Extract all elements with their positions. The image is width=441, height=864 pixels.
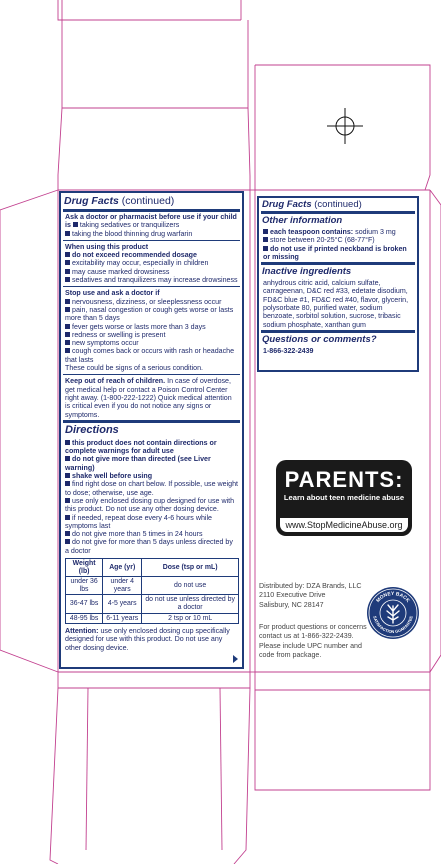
contact-info: For product questions or concerns contact us at 1-866-322-2439. Please include UPC number and code from package. (259, 623, 367, 660)
table-cell: do not use unless directed by a doctor (142, 595, 239, 613)
seal-top-text: MONEY BACK (375, 590, 411, 604)
table-cell: under 4 years (103, 577, 142, 595)
distributor-line: Distributed by: DZA Brands, LLC (259, 582, 362, 590)
drug-facts-title (259, 198, 417, 211)
when-using-item: excitability may occur, especially in children (72, 259, 209, 268)
column-header: Age (yr) (103, 558, 142, 576)
ask-doctor-section (61, 212, 242, 239)
directions-item: do not give more than directed (see Liver warning) (65, 455, 211, 472)
title-continued: (continued) (118, 195, 175, 207)
ask-doctor-item: taking the blood thinning drug warfarin (72, 229, 193, 238)
directions-title: Directions (65, 423, 119, 436)
table-row (66, 613, 239, 624)
when-using-item: sedatives and tranquilizers may increase drowsiness (72, 276, 238, 285)
table-cell: under 36 lbs (66, 577, 103, 595)
directions-item: this product does not contain directions or complete warnings for adult use (65, 438, 217, 456)
when-using-heading: When using this product (65, 242, 149, 251)
inactive-ingredients-heading: Inactive ingredients (262, 266, 352, 278)
attention-section (61, 626, 242, 653)
divider (63, 240, 240, 241)
bullet-icon (65, 269, 70, 274)
divider (63, 374, 240, 375)
directions-item: do not give for more than 5 days unless directed by a doctor (65, 538, 233, 555)
bullet-icon (65, 531, 70, 536)
ask-doctor-item: taking sedatives or tranquilizers (79, 221, 180, 230)
bullet-icon (263, 237, 268, 242)
parents-title: PARENTS: (284, 467, 404, 492)
distributor-line: 2110 Executive Drive (259, 591, 326, 600)
inactive-ingredients-text: anhydrous citric acid, calcium sulfate, carrageenan, D&C red #33, edetate disodium, FD&C blue #1, FD&C red #40, flavor, glycerin, polysorbate 80, purified water, sodium benzoate, sorbitol solution, sucrose, tribasic sodium phosphate, xanthan gum (263, 279, 409, 329)
bullet-icon (65, 307, 70, 312)
stop-use-item: cough comes back or occurs with rash or headache that lasts (65, 347, 235, 364)
bullet-icon (65, 277, 70, 282)
bullet-icon (65, 260, 70, 265)
bullet-icon (65, 299, 70, 304)
table-header-row (66, 558, 239, 576)
title-continued: (continued) (311, 199, 362, 210)
table-cell: 36-47 lbs (66, 595, 103, 613)
teaspoon-value: sodium 3 mg (353, 228, 396, 236)
bullet-icon (65, 539, 70, 544)
bullet-icon (65, 324, 70, 329)
directions-item: use only enclosed dosing cup designed for use with this product. Do not use any other dosing device. (65, 496, 235, 514)
attention-label: Attention: (65, 627, 99, 636)
table-cell: 2 tsp or 10 mL (142, 613, 239, 624)
teaspoon-label: each teaspoon contains: (270, 228, 354, 236)
divider (63, 286, 240, 287)
table-cell: 4-5 years (103, 595, 142, 613)
directions-list (61, 438, 242, 556)
table-row (66, 577, 239, 595)
stop-use-item: pain, nasal congestion or cough gets worse or lasts more than 5 days (65, 305, 234, 323)
bullet-icon (65, 456, 70, 461)
bullet-icon (65, 481, 70, 486)
bullet-icon (65, 332, 70, 337)
column-header: Dose (tsp or mL) (142, 558, 239, 576)
serious-condition-line: These could be signs of a serious condition. (65, 364, 204, 373)
keep-out-section (61, 376, 242, 419)
bullet-icon (65, 340, 70, 345)
directions-item: shake well before using (72, 472, 153, 481)
directions-item: do not give more than 5 times in 24 hours (72, 530, 203, 539)
parents-badge (276, 460, 412, 536)
table-cell: do not use (142, 577, 239, 595)
drug-facts-right-panel (257, 196, 419, 372)
table-cell: 6-11 years (103, 613, 142, 624)
drug-facts-title (61, 193, 242, 209)
storage-text: store between 20-25°C (68-77°F) (270, 236, 375, 245)
stop-use-item: nervousness, dizziness, or sleeplessness occur (72, 297, 222, 306)
neckband-warning: do not use if printed neckband is broken or missing (263, 244, 407, 261)
questions-heading: Questions or comments? (262, 333, 377, 345)
bullet-icon (65, 348, 70, 353)
money-back-seal-icon (366, 586, 420, 640)
bullet-icon (65, 515, 70, 520)
registration-mark-icon (327, 108, 363, 144)
directions-item: if needed, repeat dose every 4-6 hours while symptoms last (65, 513, 212, 530)
column-header: Weight (lb) (66, 558, 103, 576)
other-information-heading: Other information (262, 215, 343, 226)
dosing-table (65, 558, 239, 624)
drug-facts-left-panel (59, 191, 244, 669)
continue-arrow-icon (233, 655, 238, 663)
table-cell: 48-95 lbs (66, 613, 103, 624)
when-using-item: do not exceed recommended dosage (72, 251, 197, 260)
bullet-icon (73, 222, 78, 227)
bullet-icon (263, 229, 268, 234)
keep-out-text: In case of overdose, get medical help or contact a Poison Control Center right away. (1-800-222-1222) Quick medical attention is critical even if you do not notice any signs or symptoms. (65, 377, 232, 419)
parents-subtitle: Learn about teen medicine abuse (283, 493, 405, 502)
table-row (66, 595, 239, 613)
when-using-item: may cause marked drowsiness (72, 267, 170, 276)
attention-text: use only enclosed dosing cup specifically designed for use with this product. Do not use any other dosing device. (65, 627, 230, 652)
bullet-icon (65, 252, 70, 257)
other-information-list (259, 227, 417, 262)
phone-number: 1-866-322-2439 (263, 346, 314, 355)
stop-use-item: fever gets worse or lasts more than 3 days (72, 322, 206, 331)
stop-use-item: new symptoms occur (72, 339, 139, 348)
bullet-icon (65, 473, 70, 478)
bullet-icon (65, 498, 70, 503)
keep-out-heading: Keep out of reach of children. (65, 377, 166, 386)
directions-item: find right dose on chart below. If possible, use weight to dose; otherwise, use age. (65, 480, 239, 497)
distributor-info (259, 582, 369, 610)
ask-doctor-heading: Ask a doctor or pharmacist before use if your child is (65, 213, 237, 230)
title-text: Drug Facts (64, 195, 119, 207)
when-using-section (61, 242, 242, 285)
distributor-line: Salisbury, NC 28147 (259, 600, 324, 609)
stop-use-heading: Stop use and ask a doctor if (65, 289, 160, 298)
bullet-icon (65, 231, 70, 236)
parents-url: www.StopMedicineAbuse.org (280, 518, 408, 532)
bullet-icon (65, 440, 70, 445)
bullet-icon (263, 246, 268, 251)
seal-bottom-text: SATISFACTION GUARANTEE (372, 615, 414, 635)
title-text: Drug Facts (262, 199, 312, 210)
stop-use-section (61, 288, 242, 373)
stop-use-item: redness or swelling is present (72, 330, 166, 339)
